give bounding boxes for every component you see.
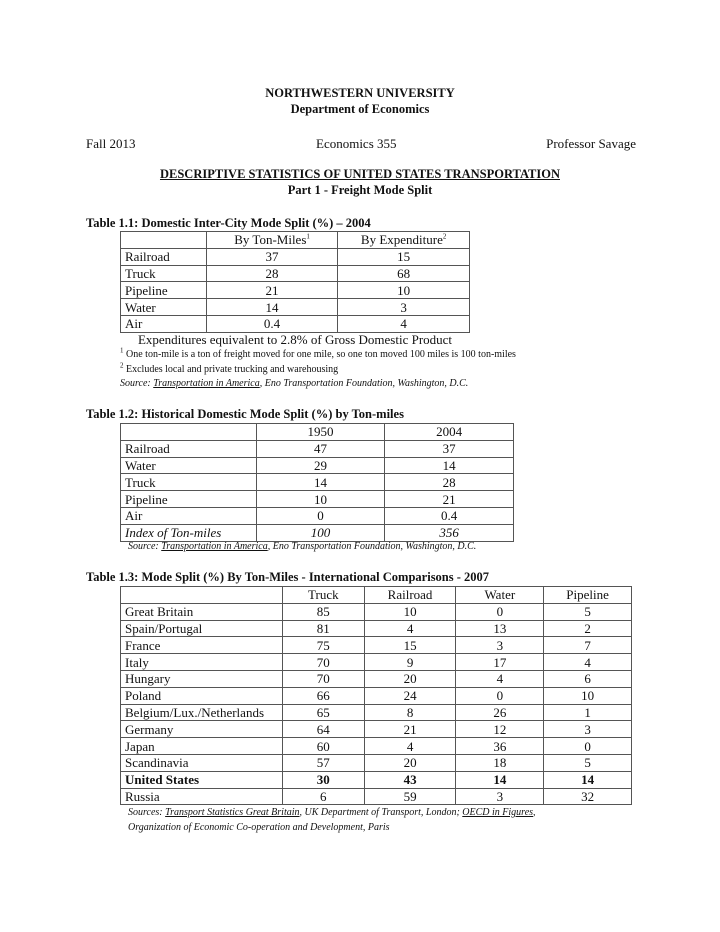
railroad-cell: 43 (364, 771, 456, 788)
value-1950-cell: 29 (256, 457, 385, 474)
document-title-text: DESCRIPTIVE STATISTICS OF UNITED STATES TRANSPORTATION (159, 167, 560, 181)
value-2004-cell: 14 (385, 457, 514, 474)
pipeline-cell: 32 (544, 788, 632, 805)
railroad-cell: 20 (364, 754, 456, 771)
table3-caption: Table 1.3: Mode Split (%) By Ton-Miles - International Comparisons - 2007 (86, 570, 490, 584)
table-row (121, 315, 470, 332)
table-row (121, 704, 632, 721)
railroad-cell: 4 (364, 738, 456, 755)
table1-source: Source: Transportation in America, Eno Transportation Foundation, Washington, D.C. (120, 378, 469, 389)
water-cell: 13 (456, 620, 544, 637)
truck-cell: 70 (282, 670, 364, 687)
value-2004-cell: 28 (385, 474, 514, 491)
table-row (121, 687, 632, 704)
table2-header-row (121, 424, 514, 441)
table3-col-truck: Truck (282, 587, 364, 604)
water-cell: 3 (456, 788, 544, 805)
water-cell: 14 (456, 771, 544, 788)
index-label-cell: Index of Ton-miles (121, 524, 257, 541)
footnote-marker: 2 (120, 361, 124, 370)
table2-historical-mode-split (120, 423, 514, 542)
expenditure-cell: 3 (338, 299, 470, 316)
table3-header-row (121, 587, 632, 604)
mode-cell: Air (121, 507, 257, 524)
document-subtitle: Part 1 - Freight Mode Split (287, 183, 433, 197)
mode-cell: Pipeline (121, 491, 257, 508)
table3-corner-cell (121, 587, 283, 604)
table-row (121, 248, 470, 265)
table-row (121, 603, 632, 620)
pipeline-cell: 10 (544, 687, 632, 704)
truck-cell: 75 (282, 637, 364, 654)
course-info-line (86, 136, 636, 152)
table2-col-1950: 1950 (256, 424, 385, 441)
country-cell: Belgium/Lux./Netherlands (121, 704, 283, 721)
pipeline-cell: 5 (544, 603, 632, 620)
water-cell: 26 (456, 704, 544, 721)
value-1950-cell: 47 (256, 440, 385, 457)
table3-col-pipeline: Pipeline (544, 587, 632, 604)
table2-corner-cell (121, 424, 257, 441)
mode-cell: Truck (121, 265, 207, 282)
water-cell: 0 (456, 687, 544, 704)
value-1950-cell: 14 (256, 474, 385, 491)
table-row (121, 491, 514, 508)
pipeline-cell: 0 (544, 738, 632, 755)
table-row (121, 670, 632, 687)
table-row (121, 457, 514, 474)
truck-cell: 30 (282, 771, 364, 788)
table-row (121, 721, 632, 738)
truck-cell: 70 (282, 654, 364, 671)
table-row (121, 440, 514, 457)
source-title: Transport Statistics Great Britain (165, 807, 300, 818)
ton-miles-cell: 14 (206, 299, 337, 316)
table-row (121, 788, 632, 805)
water-cell: 0 (456, 603, 544, 620)
expenditure-cell: 10 (338, 282, 470, 299)
table-row (121, 738, 632, 755)
table3-international-comparisons (120, 586, 632, 805)
mode-cell: Pipeline (121, 282, 207, 299)
index-2004-cell: 356 (385, 524, 514, 541)
pipeline-cell: 3 (544, 721, 632, 738)
water-cell: 18 (456, 754, 544, 771)
table-row (121, 654, 632, 671)
university-name: NORTHWESTERN UNIVERSITY (265, 86, 455, 100)
document-title (0, 167, 720, 182)
table3-source-line2: Organization of Economic Co-operation and Development, Paris (128, 822, 390, 833)
table-row (121, 507, 514, 524)
country-cell: Hungary (121, 670, 283, 687)
water-cell: 36 (456, 738, 544, 755)
country-cell: Spain/Portugal (121, 620, 283, 637)
table-row-highlighted (121, 771, 632, 788)
mode-cell: Water (121, 299, 207, 316)
value-2004-cell: 0.4 (385, 507, 514, 524)
source-title: Transportation in America (153, 378, 260, 389)
railroad-cell: 24 (364, 687, 456, 704)
table3-col-water: Water (456, 587, 544, 604)
railroad-cell: 4 (364, 620, 456, 637)
table1-col-ton-miles: By Ton-Miles$^1$ (206, 232, 337, 249)
pipeline-cell: 14 (544, 771, 632, 788)
mode-cell: Air (121, 315, 207, 332)
country-cell: France (121, 637, 283, 654)
country-cell: Russia (121, 788, 283, 805)
course-number: Economics 355 (316, 136, 397, 151)
pipeline-cell: 1 (544, 704, 632, 721)
table1-col-expenditure: By Expenditure$^2$ (338, 232, 470, 249)
mode-cell: Truck (121, 474, 257, 491)
country-cell: Italy (121, 654, 283, 671)
table2-caption: Table 1.2: Historical Domestic Mode Split (%) by Ton-miles (86, 407, 404, 421)
water-cell: 4 (456, 670, 544, 687)
water-cell: 12 (456, 721, 544, 738)
truck-cell: 64 (282, 721, 364, 738)
country-cell: Poland (121, 687, 283, 704)
value-2004-cell: 21 (385, 491, 514, 508)
value-2004-cell: 37 (385, 440, 514, 457)
table-row (121, 754, 632, 771)
railroad-cell: 8 (364, 704, 456, 721)
mode-cell: Water (121, 457, 257, 474)
footnote-marker: 1 (120, 346, 124, 355)
table-row (121, 620, 632, 637)
index-1950-cell: 100 (256, 524, 385, 541)
table-row (121, 299, 470, 316)
table1-caption: Table 1.1: Domestic Inter-City Mode Split (%) – 2004 (86, 216, 371, 230)
pipeline-cell: 6 (544, 670, 632, 687)
truck-cell: 60 (282, 738, 364, 755)
railroad-cell: 20 (364, 670, 456, 687)
railroad-cell: 10 (364, 603, 456, 620)
department-name: Department of Economics (290, 102, 430, 116)
mode-cell: Railroad (121, 248, 207, 265)
pipeline-cell: 2 (544, 620, 632, 637)
table-row (121, 282, 470, 299)
truck-cell: 81 (282, 620, 364, 637)
table1-footnote-2: $^2$ Excludes local and private trucking and warehousing (120, 361, 339, 375)
mode-cell: Railroad (121, 440, 257, 457)
table1-header-row (121, 232, 470, 249)
ton-miles-cell: 28 (206, 265, 337, 282)
expenditure-note: Expenditures equivalent to 2.8% of Gross Domestic Product (137, 332, 453, 347)
index-row (121, 524, 514, 541)
source-title: OECD in Figures (462, 807, 534, 818)
ton-miles-cell: 0.4 (206, 315, 337, 332)
truck-cell: 66 (282, 687, 364, 704)
table3-source-line1: Sources: Transport Statistics Great Britain, UK Department of Transport, London; OECD in Figures, (128, 807, 536, 818)
water-cell: 3 (456, 637, 544, 654)
pipeline-cell: 5 (544, 754, 632, 771)
value-1950-cell: 0 (256, 507, 385, 524)
table1-footnote-1: $^1$ One ton-mile is a ton of freight moved for one mile, so one ton moved 100 miles is 100 ton-miles (120, 346, 516, 360)
railroad-cell: 9 (364, 654, 456, 671)
table1-corner-cell (121, 232, 207, 249)
country-cell: Germany (121, 721, 283, 738)
ton-miles-cell: 37 (206, 248, 337, 265)
footnote-marker: 1 (306, 233, 310, 242)
ton-miles-cell: 21 (206, 282, 337, 299)
railroad-cell: 21 (364, 721, 456, 738)
value-1950-cell: 10 (256, 491, 385, 508)
table3-col-railroad: Railroad (364, 587, 456, 604)
country-cell: Japan (121, 738, 283, 755)
truck-cell: 6 (282, 788, 364, 805)
country-cell: United States (121, 771, 283, 788)
truck-cell: 85 (282, 603, 364, 620)
table1-domestic-mode-split (120, 231, 470, 333)
country-cell: Great Britain (121, 603, 283, 620)
railroad-cell: 15 (364, 637, 456, 654)
expenditure-cell: 4 (338, 315, 470, 332)
water-cell: 17 (456, 654, 544, 671)
truck-cell: 65 (282, 704, 364, 721)
pipeline-cell: 7 (544, 637, 632, 654)
country-cell: Scandinavia (121, 754, 283, 771)
truck-cell: 57 (282, 754, 364, 771)
term: Fall 2013 (86, 136, 136, 151)
professor-name: Professor Savage (546, 136, 636, 151)
table-row (121, 265, 470, 282)
table2-col-2004: 2004 (385, 424, 514, 441)
source-title: Transportation in America (161, 541, 268, 552)
table2-source: Source: Transportation in America, Eno Transportation Foundation, Washington, D.C. (128, 541, 477, 552)
expenditure-cell: 68 (338, 265, 470, 282)
pipeline-cell: 4 (544, 654, 632, 671)
table-row (121, 637, 632, 654)
footnote-marker: 2 (442, 233, 447, 242)
expenditure-cell: 15 (338, 248, 470, 265)
table-row (121, 474, 514, 491)
railroad-cell: 59 (364, 788, 456, 805)
